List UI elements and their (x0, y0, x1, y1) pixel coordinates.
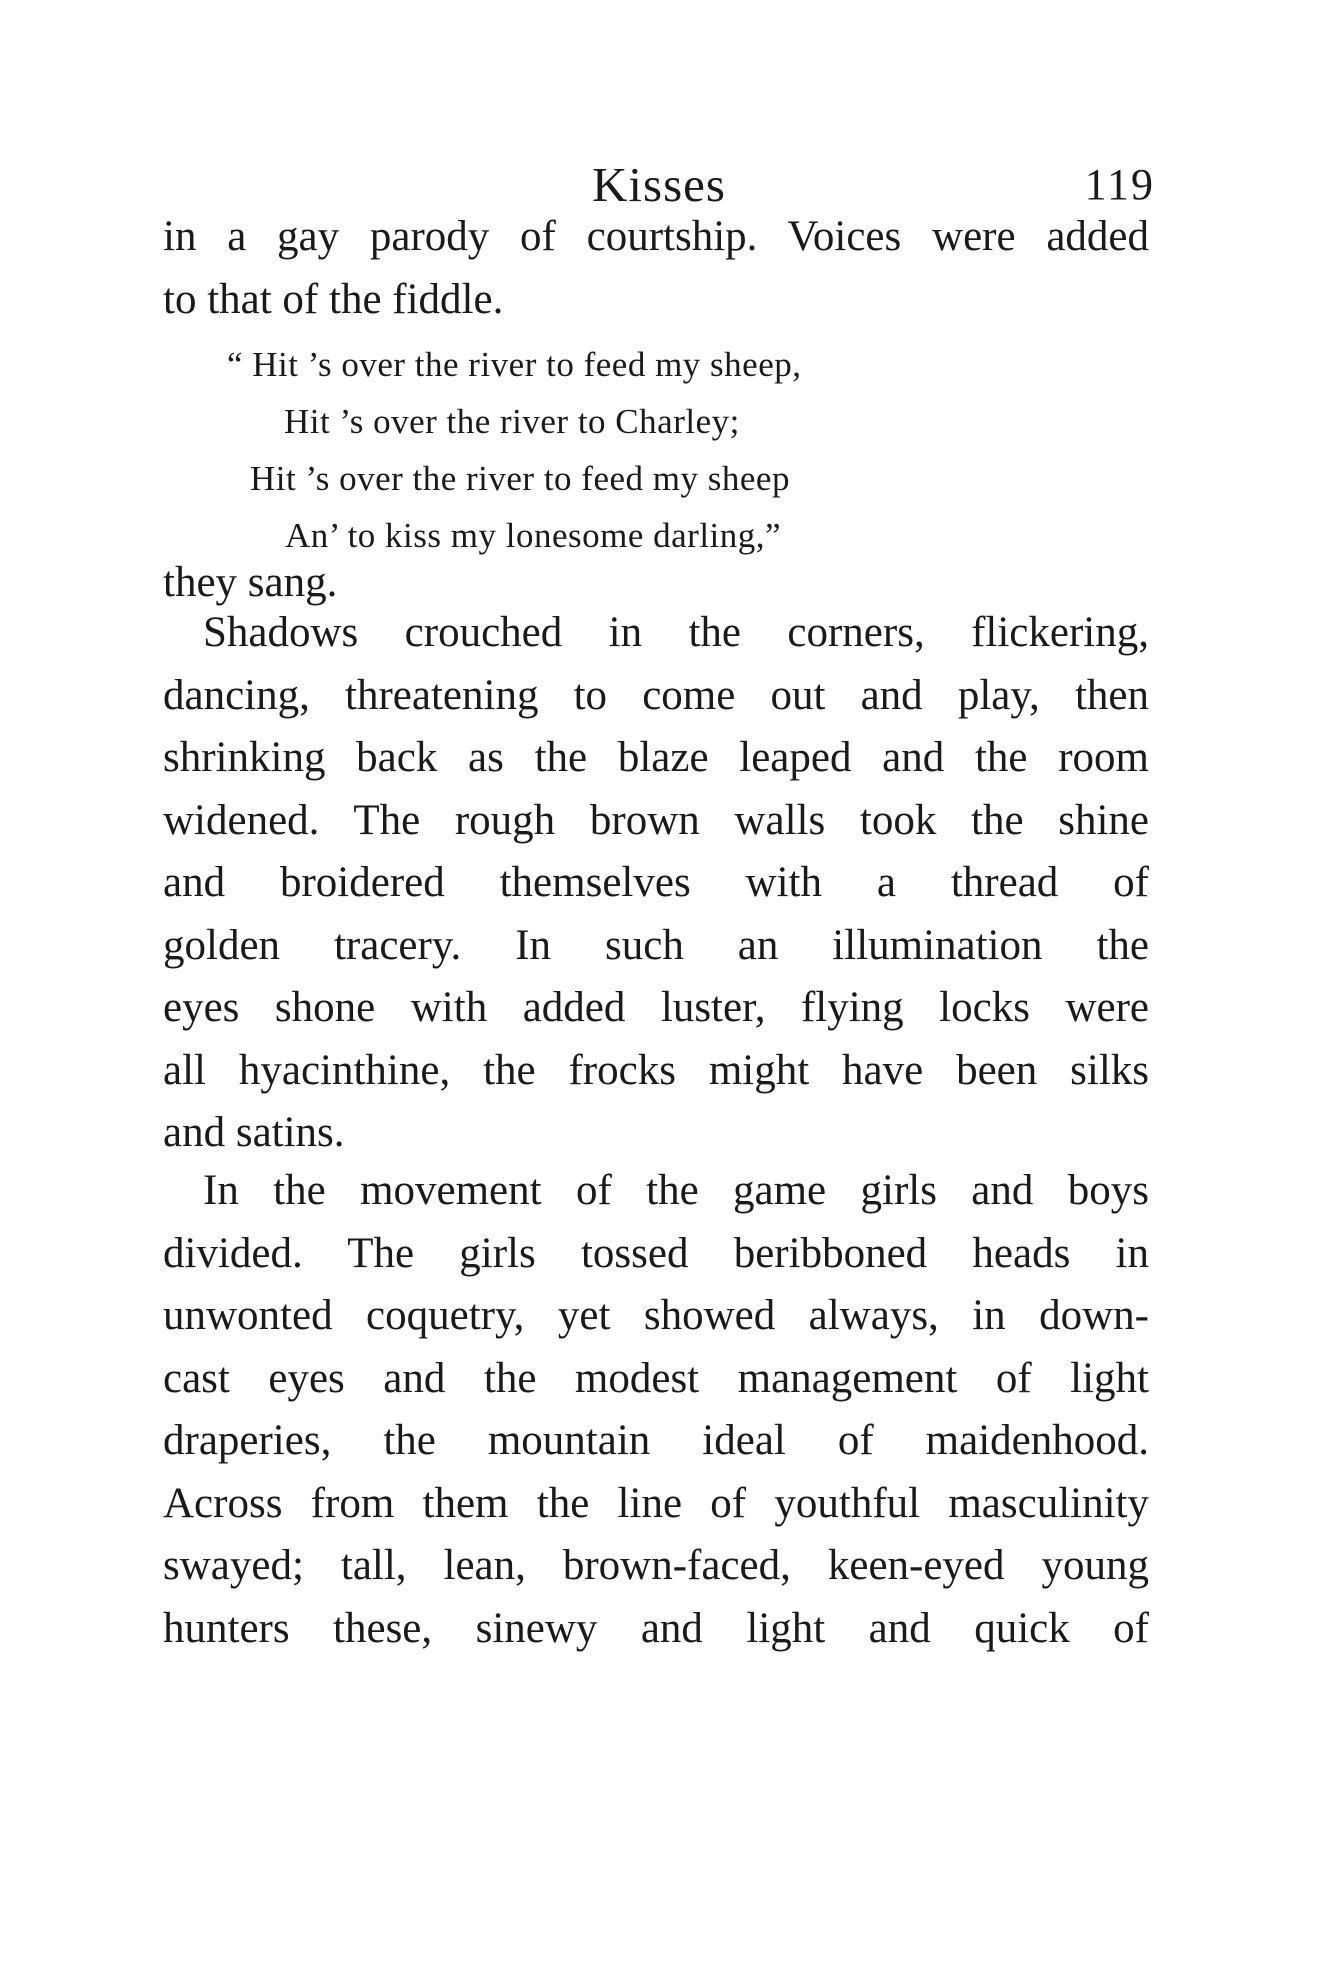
text-line: all hyacinthine, the frocks might have been silks (163, 1046, 1149, 1094)
text-line: hunters these, sinewy and light and quick of (163, 1604, 1149, 1652)
text-line: and satins. (163, 1109, 345, 1156)
text-line: swayed; tall, lean, brown-faced, keen-eyed young (163, 1542, 1149, 1589)
text-line: they sang. (163, 559, 338, 606)
paragraph-shadows (163, 602, 1149, 1165)
verse-line: Hit ’s over the river to Charley; (284, 402, 740, 441)
text-line: Shadows crouched in the corners, flickering, (203, 609, 1149, 656)
text-line: golden tracery. In such an illumination the (163, 921, 1149, 969)
chapter-title: Kisses (592, 157, 726, 212)
text-line: Across from them the line of youthful masculinity (163, 1479, 1149, 1527)
paragraph-movement (163, 1160, 1149, 1660)
verse-line: An’ to kiss my lonesome darling,” (285, 516, 782, 555)
page-number: 119 (1084, 160, 1155, 209)
text-line: to that of the fiddle. (163, 275, 504, 323)
text-line: widened. The rough brown walls took the shine (163, 796, 1149, 844)
verse-line: Hit ’s over the river to feed my sheep (250, 459, 790, 498)
verse-line: “ Hit ’s over the river to feed my sheep, (227, 345, 802, 384)
text-line: unwonted coquetry, yet showed always, in down- (163, 1292, 1149, 1339)
text-line: dancing, threatening to come out and play, then (163, 671, 1149, 719)
text-line: draperies, the mountain ideal of maidenhood. (163, 1417, 1149, 1464)
text-line: in a gay parody of courtship. Voices were added (163, 213, 1149, 260)
text-line: and broidered themselves with a thread of (163, 859, 1149, 906)
opening-paragraph (163, 206, 1149, 331)
text-line: divided. The girls tossed beribboned heads in (163, 1229, 1149, 1277)
text-line: In the movement of the game girls and boys (203, 1167, 1149, 1214)
song-verse (163, 336, 1149, 564)
text-line: eyes shone with added luster, flying locks were (163, 984, 1149, 1031)
text-line: shrinking back as the blaze leaped and the room (163, 734, 1149, 781)
text-line: cast eyes and the modest management of light (163, 1354, 1149, 1402)
